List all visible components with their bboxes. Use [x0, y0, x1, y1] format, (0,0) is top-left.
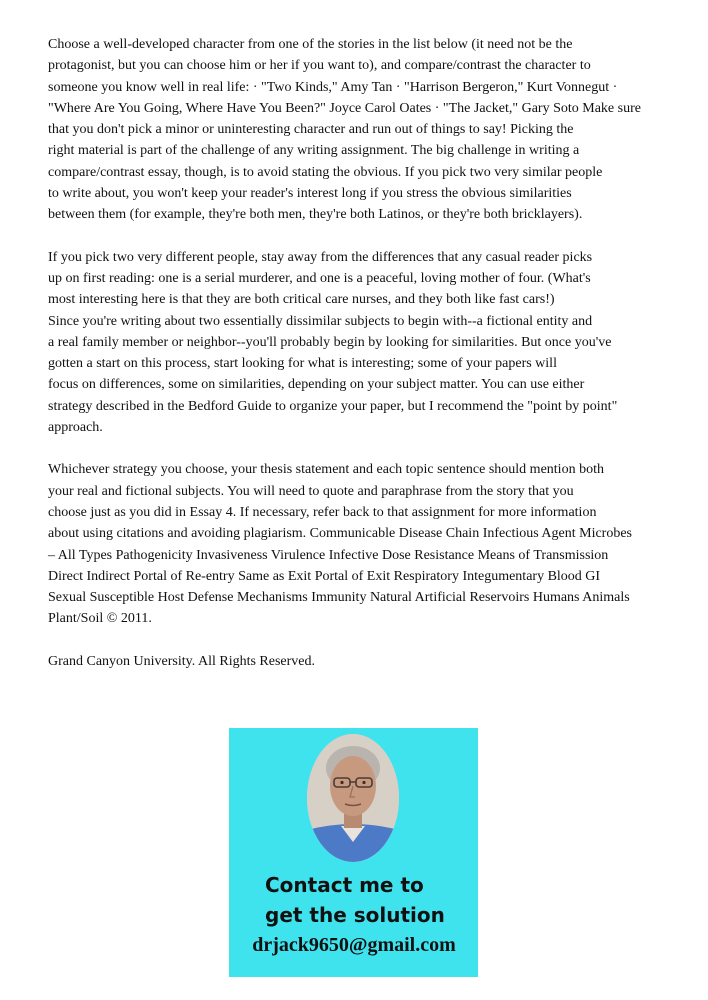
- text-line: protagonist, but you can choose him or her if you want to), and compare/contrast the character to: [48, 58, 591, 74]
- text-line: Whichever strategy you choose, your thesis statement and each topic sentence should mention both: [48, 462, 604, 478]
- text-line: approach.: [48, 420, 103, 436]
- paragraph-spacer: [48, 226, 660, 247]
- text-line: choose just as you did in Essay 4. If necessary, refer back to that assignment for more information: [48, 504, 597, 520]
- text-line: Sexual Susceptible Host Defense Mechanisms Immunity Natural Artificial Reservoirs Humans Animals: [48, 590, 630, 606]
- text-line: Direct Indirect Portal of Re-entry Same as Exit Portal of Exit Respiratory Integumentary Blood GI: [48, 568, 601, 584]
- text-line: right material is part of the challenge of any writing assignment. The big challenge in writing a: [48, 143, 580, 159]
- promo-headline: [265, 870, 445, 930]
- text-line: "Where Are You Going, Where Have You Been?" Joyce Carol Oates · "The Jacket," Gary Soto Make sure: [48, 100, 641, 116]
- text-line: – All Types Pathogenicity Invasiveness Virulence Infective Dose Resistance Means of Transmission: [48, 547, 609, 563]
- paragraph-1: [48, 34, 660, 226]
- paragraph-spacer: [48, 630, 660, 651]
- paragraph-4-copyright: [48, 651, 660, 672]
- text-line: about using citations and avoiding plagiarism. Communicable Disease Chain Infectious Agent Microbes: [48, 526, 632, 542]
- person-portrait-icon: [307, 734, 399, 862]
- promo-headline-line: Contact me to: [265, 873, 424, 897]
- paragraph-3: [48, 459, 660, 629]
- text-line: strategy described in the Bedford Guide to organize your paper, but I recommend the "point by point": [48, 398, 618, 414]
- text-line: a real family member or neighbor--you'll probably begin by looking for similarities. But once you've: [48, 334, 612, 350]
- document-body: [48, 34, 660, 672]
- contact-promo-banner: [229, 728, 478, 977]
- contact-email: drjack9650@gmail.com: [252, 934, 456, 956]
- text-line: your real and fictional subjects. You will need to quote and paraphrase from the story that you: [48, 483, 574, 499]
- text-line: focus on differences, some on similarities, depending on your subject matter. You can use either: [48, 377, 585, 393]
- text-line: compare/contrast essay, though, is to avoid stating the obvious. If you pick two very similar people: [48, 164, 603, 180]
- copyright-line: Grand Canyon University. All Rights Reserved.: [48, 653, 316, 669]
- paragraph-spacer: [48, 438, 660, 459]
- text-line: Plant/Soil © 2011.: [48, 611, 152, 627]
- text-line: that you don't pick a minor or uninteresting character and run out of things to say! Picking the: [48, 122, 574, 138]
- portrait-photo: [307, 734, 399, 862]
- text-line: most interesting here is that they are both critical care nurses, and they both like fast cars!): [48, 292, 555, 308]
- promo-headline-line: get the solution: [265, 903, 445, 927]
- text-line: gotten a start on this process, start looking for what is interesting; some of your papers will: [48, 356, 557, 372]
- paragraph-2: [48, 247, 660, 439]
- text-line: Choose a well-developed character from one of the stories in the list below (it need not be the: [48, 37, 573, 52]
- text-line: between them (for example, they're both men, they're both Latinos, or they're both bricklayers).: [48, 207, 583, 223]
- text-line: If you pick two very different people, stay away from the differences that any casual reader picks: [48, 249, 593, 265]
- text-line: up on first reading: one is a serial murderer, and one is a peaceful, loving mother of four. (What's: [48, 270, 591, 286]
- text-line: Since you're writing about two essentially dissimilar subjects to begin with--a fictional entity and: [48, 313, 593, 329]
- text-line: to write about, you won't keep your reader's interest long if you stress the obvious similarities: [48, 186, 572, 202]
- text-line: someone you know well in real life: · "Two Kinds," Amy Tan · "Harrison Bergeron," Kurt Vonnegut ·: [48, 79, 618, 95]
